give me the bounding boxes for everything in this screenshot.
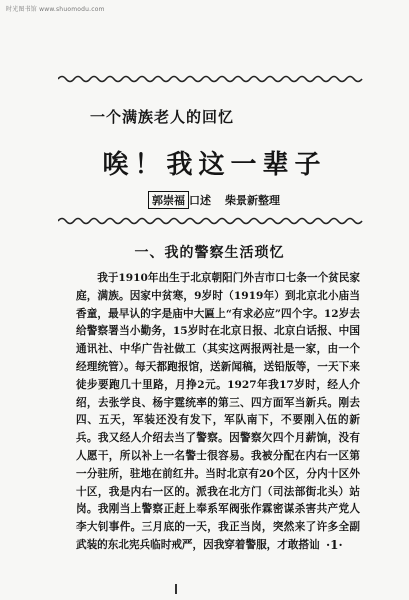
author-credit bbox=[148, 191, 280, 209]
body-paragraph: 我于1910年出生于北京朝阳门外吉市口七条一个贫民家庭，满族。因家中贫寒，9岁时（1919年）到北京北小庙当香童，最早认的字是庙中大匾上“有求必应”四个字。12岁去给警察署当小勤务，15岁时在北京日报、北京白话报、中国通讯社、中华广告社做工（其实这两报两社是一家，由一个经理统管）。每天都跑报馆，送新闻稿，送铅版等，一天下来徒步要跑几十里路，月挣2元。1927年我17岁时，经人介绍，去张学良、杨宇霆统率的第三、四方面军当新兵。刚去四、五天，军装还没有发下，军队南下，不要刚入伍的新兵。我又经人介绍去当了警察。因警察欠四个月薪饷，没有人愿干，所以补上一名警士很容易。我被分配在内右一区第一分驻所，驻地在前红井。当时北京有20个区，分内十区外十区，我是内右一区的。派我在北方门（司法部街北头）站岗。我刚当上警察正赶上奉系军阀张作霖密谋杀害共产党人李大钊事件。三月底的一天，我正当岗，突然来了许多全副武装的东北宪兵临时戒严，因我穿着警服，才敢搭讪 bbox=[76, 272, 360, 551]
memoir-title: 一个满族老人的回忆 bbox=[90, 108, 235, 126]
narrator-suffix: 口述 bbox=[189, 194, 211, 207]
narrator-name: 郭崇福 bbox=[148, 191, 189, 209]
editor-credit: 柴景新整理 bbox=[225, 194, 280, 207]
section-heading: 一、我的警察生活琐忆 bbox=[134, 245, 285, 261]
top-wavy-divider bbox=[58, 74, 364, 84]
site-watermark: 时光图书馆 www.shuomodu.com bbox=[6, 6, 105, 13]
body-text bbox=[76, 270, 360, 555]
bottom-wavy-divider bbox=[58, 216, 364, 226]
margin-mark bbox=[175, 584, 177, 594]
main-title: 唉！我这一辈子 bbox=[102, 150, 327, 180]
page-number: ·1· bbox=[326, 538, 343, 552]
